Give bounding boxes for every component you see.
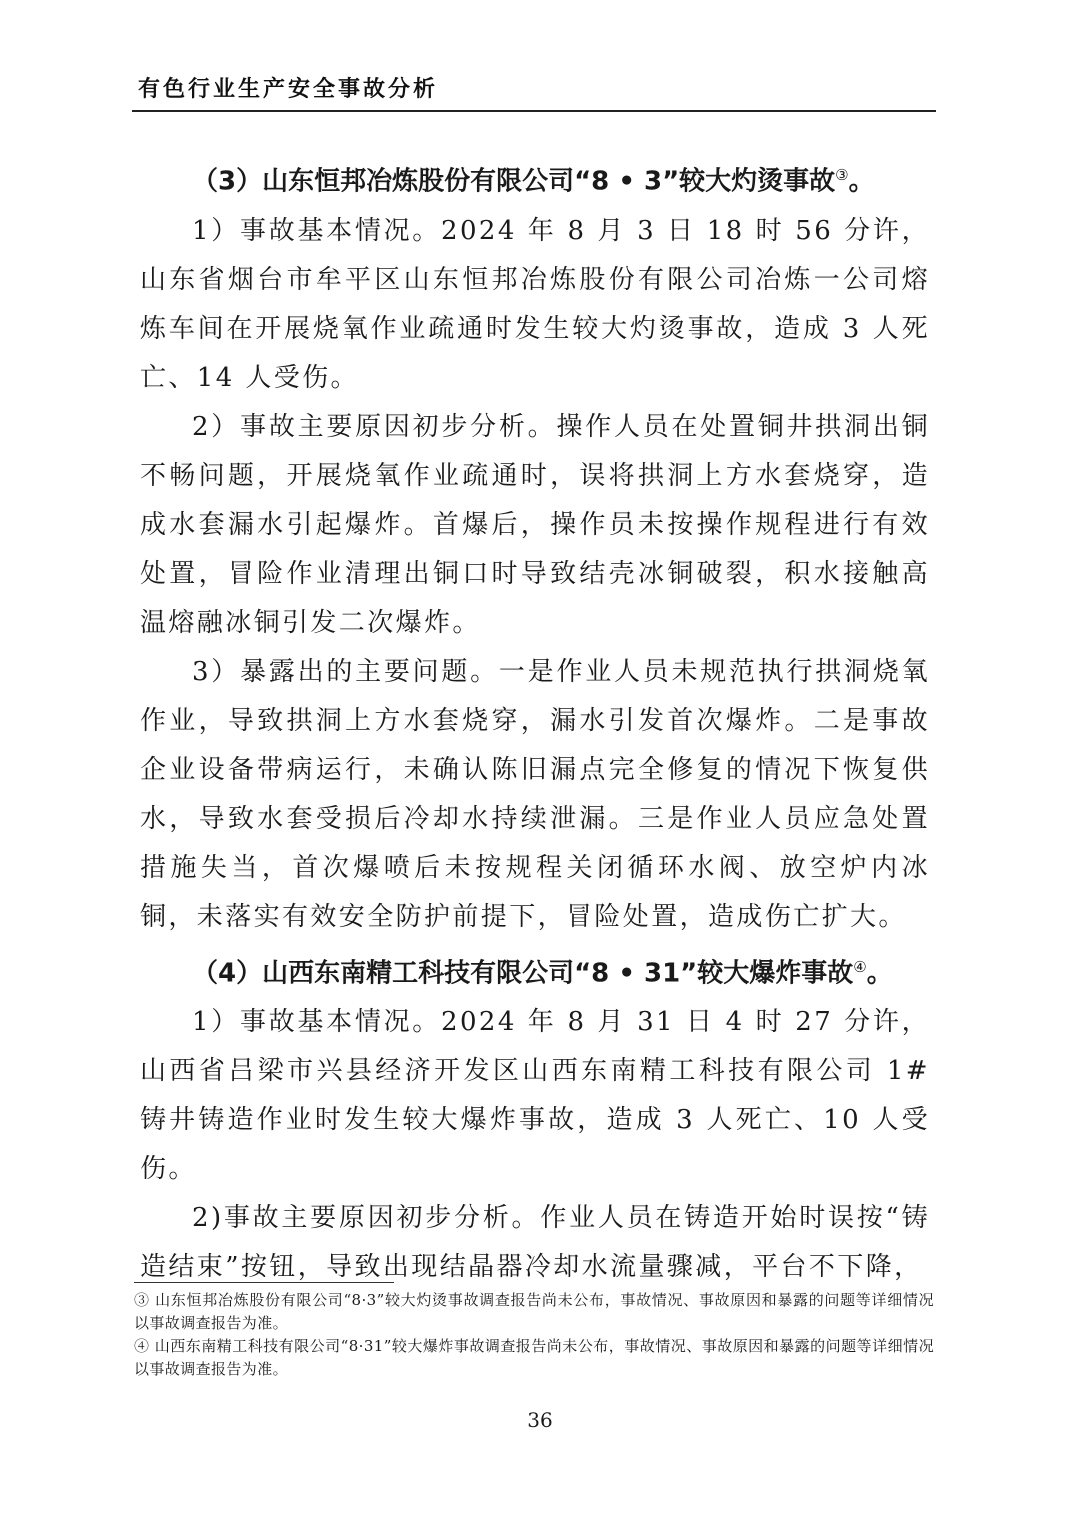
section-heading-3-end: 。 bbox=[848, 166, 875, 197]
section-heading-3-text: （3）山东恒邦冶炼股份有限公司“8 • 3”较大灼烫事故 bbox=[192, 166, 836, 197]
section-heading-4-text: （4）山西东南精工科技有限公司“8 • 31”较大爆炸事故 bbox=[192, 958, 854, 989]
footnote-marker-3: ③ bbox=[835, 166, 849, 184]
footnote-3: ③ 山东恒邦冶炼股份有限公司“8·3”较大灼烫事故调查报告尚未公布，事故情况、事故原因和暴露的问题等详细情况以事故调查报告为准。 bbox=[134, 1291, 934, 1332]
paragraph-issues-1: 3）暴露出的主要问题。一是作业人员未规范执行拱洞烧氧作业，导致拱洞上方水套烧穿，漏水引发首次爆炸。二是事故企业设备带病运行，未确认陈旧漏点完全修复的情况下恢复供水，导致水套受损后冷却水持续泄漏。三是作业人员应急处置措施失当，首次爆喷后未按规程关闭循环水阀、放空炉内冰铜，未落实有效安全防护前提下，冒险处置，造成伤亡扩大。 bbox=[140, 656, 930, 932]
paragraph-cause-2: 2)事故主要原因初步分析。作业人员在铸造开始时误按“铸造结束”按钮，导致出现结晶器冷却水流量骤减，平台不下降， bbox=[140, 1203, 930, 1283]
footnotes bbox=[134, 1282, 934, 1381]
section-heading-4 bbox=[140, 942, 930, 999]
paragraph-basic-info-2: 1）事故基本情况。2024 年 8 月 31 日 4 时 27 分许，山西省吕梁市兴县经济开发区山西东南精工科技有限公司 1#铸井铸造作业时发生较大爆炸事故，造成 3 人死亡、10 人受伤。 bbox=[140, 1007, 930, 1185]
section-heading-3 bbox=[140, 150, 930, 207]
running-header: 有色行业生产安全事故分析 bbox=[138, 77, 439, 102]
footnote-marker-4: ④ bbox=[853, 957, 867, 976]
main-content bbox=[140, 150, 930, 1292]
paragraph-cause-1: 2）事故主要原因初步分析。操作人员在处置铜井拱洞出铜不畅问题，开展烧氧作业疏通时，误将拱洞上方水套烧穿，造成水套漏水引起爆炸。首爆后，操作员未按操作规程进行有效处置，冒险作业清理出铜口时导致结壳冰铜破裂，积水接触高温熔融冰铜引发二次爆炸。 bbox=[140, 411, 930, 638]
page-number: 36 bbox=[527, 1408, 553, 1432]
footnote-rule bbox=[134, 1282, 394, 1283]
header-rule bbox=[132, 110, 936, 112]
paragraph-basic-info-1: 1）事故基本情况。2024 年 8 月 3 日 18 时 56 分许，山东省烟台市牟平区山东恒邦冶炼股份有限公司冶炼一公司熔炼车间在开展烧氧作业疏通时发生较大灼烫事故，造成 3 人死亡、14 人受伤。 bbox=[140, 215, 930, 393]
section-heading-4-end: 。 bbox=[866, 958, 893, 989]
footnote-4: ④ 山西东南精工科技有限公司“8·31”较大爆炸事故调查报告尚未公布，事故情况、事故原因和暴露的问题等详细情况以事故调查报告为准。 bbox=[134, 1337, 934, 1378]
